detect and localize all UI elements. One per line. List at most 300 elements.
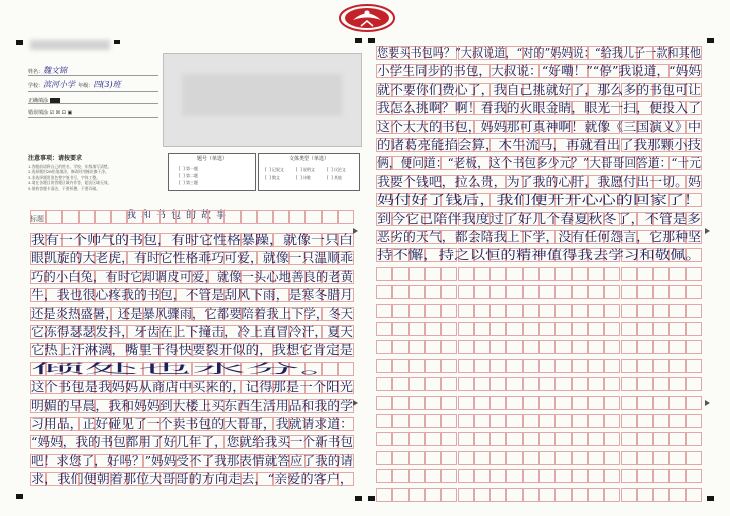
grid-cell xyxy=(653,377,669,391)
essay-line: 恶劣的天气，都会陪我上下学，没有任何怨言，它那种坚 xyxy=(377,229,701,244)
grid-cell xyxy=(458,451,474,465)
barcode-area xyxy=(163,53,362,147)
choice-title: 文体类型（单选） xyxy=(288,156,329,162)
grid-cell xyxy=(523,469,539,483)
grid-cell xyxy=(669,396,685,410)
grid-cell xyxy=(322,210,338,224)
grid-cell xyxy=(289,210,305,224)
grid-cell xyxy=(490,377,506,391)
grid-cell xyxy=(425,451,441,465)
blurred-header xyxy=(30,40,110,50)
grid-cell xyxy=(376,322,392,336)
grid-cell xyxy=(523,285,539,299)
grid-cell xyxy=(392,414,408,428)
grid-cell xyxy=(392,304,408,318)
grid-cell xyxy=(458,377,474,391)
school-emblem-icon xyxy=(339,4,395,32)
grid-cell xyxy=(409,451,425,465)
grid-cell xyxy=(555,377,571,391)
grid-cell xyxy=(621,396,637,410)
choice-title: 题号（单选） xyxy=(196,156,227,162)
timing-mark xyxy=(16,40,23,45)
grid-cell xyxy=(392,285,408,299)
grid-cell xyxy=(572,432,588,446)
grid-cell xyxy=(62,210,78,224)
grid-cell xyxy=(392,451,408,465)
grid-cell xyxy=(588,488,604,502)
grid-cell xyxy=(409,469,425,483)
choice-option[interactable]: [ ] 说明文 xyxy=(296,167,315,172)
grid-cell xyxy=(539,414,555,428)
grid-cell xyxy=(409,396,425,410)
question-number-box xyxy=(168,153,256,191)
grid-cell xyxy=(376,285,392,299)
grid-cell xyxy=(555,285,571,299)
grid-cell xyxy=(621,432,637,446)
grid-cell xyxy=(392,396,408,410)
grid-cell xyxy=(686,340,702,354)
grid-cell xyxy=(604,488,620,502)
notice-section xyxy=(28,153,160,209)
grid-cell xyxy=(572,267,588,281)
grid-cell xyxy=(46,210,62,224)
grid-cell xyxy=(392,432,408,446)
grid-cell xyxy=(572,340,588,354)
essay-title-label: 标题： xyxy=(30,215,51,223)
grid-cell xyxy=(523,359,539,373)
timing-mark xyxy=(707,38,714,43)
grid-cell xyxy=(637,322,653,336)
grid-cell xyxy=(376,340,392,354)
grid-cell xyxy=(669,414,685,428)
essay-line: 我要个钱吧，拉么贵，为了我的心肝，我愿付出一切。妈 xyxy=(377,173,701,189)
grid-cell xyxy=(637,469,653,483)
grid-cell xyxy=(441,285,457,299)
notice-line: 1.答题前请将自己的姓名、学校、年级填写清楚。 xyxy=(28,164,112,169)
grid-cell xyxy=(686,432,702,446)
essay-line: 小学生同步的书包，大叔说：“好嘞！”“停”我说道，“妈妈 xyxy=(377,63,701,79)
grid-cell xyxy=(127,210,143,224)
grid-cell xyxy=(637,340,653,354)
grid-cell xyxy=(669,432,685,446)
choice-option[interactable]: [ ] 第一题 xyxy=(179,166,198,171)
grid-cell xyxy=(572,377,588,391)
grid-cell xyxy=(686,469,702,483)
grid-cell xyxy=(458,488,474,502)
grid-cell xyxy=(506,414,522,428)
grid-cell xyxy=(458,469,474,483)
notice-line: 2.选择题用2B铅笔填涂，修改时用橡皮擦干净。 xyxy=(28,169,109,175)
grid-cell xyxy=(506,322,522,336)
grid-cell xyxy=(490,432,506,446)
grid-cell xyxy=(621,377,637,391)
grid-cell xyxy=(621,322,637,336)
grid-cell xyxy=(474,432,490,446)
grid-cell xyxy=(653,359,669,373)
grid-cell xyxy=(241,210,257,224)
grid-cell xyxy=(490,359,506,373)
grid-cell xyxy=(637,414,653,428)
grid-cell xyxy=(588,304,604,318)
grid-cell xyxy=(490,396,506,410)
grid-cell xyxy=(653,451,669,465)
grid-cell xyxy=(686,267,702,281)
grid-cell xyxy=(555,359,571,373)
grid-cell xyxy=(539,267,555,281)
grid-cell xyxy=(669,322,685,336)
grid-cell xyxy=(376,396,392,410)
grid-cell xyxy=(621,285,637,299)
grid-cell xyxy=(669,469,685,483)
choice-option[interactable]: [ ] 记叙文 xyxy=(265,167,284,172)
grid-cell xyxy=(409,285,425,299)
grid-cell xyxy=(669,359,685,373)
grid-cell xyxy=(621,469,637,483)
grid-cell xyxy=(441,377,457,391)
grid-cell xyxy=(409,414,425,428)
grid-cell xyxy=(441,396,457,410)
grid-cell xyxy=(555,304,571,318)
grid-cell xyxy=(588,340,604,354)
grid-cell xyxy=(555,396,571,410)
grid-cell xyxy=(604,469,620,483)
grid-cell xyxy=(653,322,669,336)
grid-cell xyxy=(208,210,224,224)
grid-cell xyxy=(474,322,490,336)
grid-cell xyxy=(441,340,457,354)
wrong-fill-samples-icon: ☑ ☒ ⊡ ▣ xyxy=(49,110,73,116)
grid-cell xyxy=(458,304,474,318)
choice-option[interactable]: [ ] 第二题 xyxy=(179,173,198,178)
grid-cell xyxy=(376,414,392,428)
genre-box xyxy=(258,153,360,191)
grid-cell xyxy=(621,451,637,465)
essay-line: 倾处也水分。 xyxy=(31,360,353,376)
grid-cell xyxy=(474,396,490,410)
essay-line: 巧的小白兔，有时它却调皮可爱，就像一头心地善良的老黄 xyxy=(31,268,353,284)
grid-cell xyxy=(95,210,111,224)
grid-cell xyxy=(523,488,539,502)
grid-cell xyxy=(637,396,653,410)
essay-line: 我怎么挑啊？啊！看我的火眼金睛，眼光一扫，便投入了 xyxy=(377,100,701,116)
grid-cell xyxy=(490,488,506,502)
grid-cell xyxy=(474,304,490,318)
grid-cell xyxy=(392,267,408,281)
grid-cell xyxy=(653,340,669,354)
name-label: 姓名 xyxy=(28,69,39,75)
grid-cell xyxy=(392,340,408,354)
grid-cell xyxy=(474,451,490,465)
grid-cell xyxy=(686,322,702,336)
choice-option[interactable]: [ ] 其他 xyxy=(327,175,342,180)
grid-cell xyxy=(539,469,555,483)
grid-cell xyxy=(523,396,539,410)
essay-line: 这个书包是我妈妈从商店中买来的，记得那是一个阳光 xyxy=(31,379,353,395)
grid-cell xyxy=(621,488,637,502)
grid-cell xyxy=(637,377,653,391)
choice-option[interactable]: [ ] 诗歌 xyxy=(296,175,311,180)
grid-cell xyxy=(653,432,669,446)
grid-cell xyxy=(409,340,425,354)
grid-cell xyxy=(490,340,506,354)
notice-line: 5.保持答题卡清洁，不要折叠、不要弄破。 xyxy=(28,185,100,191)
essay-line: 它冻得瑟瑟发抖，牙齿在上下撞击，冷上直冒冷汗，夏天 xyxy=(31,324,354,339)
grid-cell xyxy=(539,451,555,465)
grid-cell xyxy=(143,210,159,224)
grid-cell xyxy=(376,377,392,391)
grid-cell xyxy=(392,377,408,391)
grid-cell xyxy=(474,488,490,502)
grid-cell xyxy=(686,359,702,373)
grid-cell xyxy=(474,267,490,281)
grid-cell xyxy=(686,451,702,465)
fill-incorrect-label: 错误填涂 xyxy=(28,110,49,116)
grid-cell xyxy=(621,359,637,373)
grid-cell xyxy=(588,322,604,336)
grid-cell xyxy=(572,469,588,483)
grid-cell xyxy=(376,267,392,281)
grid-cell xyxy=(474,414,490,428)
timing-mark xyxy=(114,40,120,44)
grid-cell xyxy=(523,414,539,428)
grid-cell xyxy=(409,322,425,336)
grid-cell xyxy=(669,377,685,391)
grid-cell xyxy=(474,340,490,354)
essay-line: 眼凯旋的大老虎，有时它性格乖巧可爱，就像一只温顺乖 xyxy=(31,250,354,266)
essay-line: 持不懈，持之以恒的精神值得我去学习和敬佩。 xyxy=(377,247,701,263)
grid-cell xyxy=(555,322,571,336)
grid-cell xyxy=(621,267,637,281)
grid-cell xyxy=(637,304,653,318)
grid-cell xyxy=(490,414,506,428)
grid-cell xyxy=(686,414,702,428)
grid-cell xyxy=(409,267,425,281)
grid-cell xyxy=(572,304,588,318)
grid-cell xyxy=(474,469,490,483)
grid-cell xyxy=(490,304,506,318)
grid-cell xyxy=(490,322,506,336)
grid-cell xyxy=(604,451,620,465)
grid-cell xyxy=(539,396,555,410)
grid-cell xyxy=(425,304,441,318)
grid-cell xyxy=(273,210,289,224)
grid-cell xyxy=(539,340,555,354)
grid-cell xyxy=(555,488,571,502)
grid-cell xyxy=(441,359,457,373)
grid-cell xyxy=(572,285,588,299)
essay-line: 吧！求您了，好吗？”妈妈受不了我那表情就答应了我的请 xyxy=(31,452,353,468)
grid-cell xyxy=(637,451,653,465)
grid-cell xyxy=(523,340,539,354)
grid-cell xyxy=(539,285,555,299)
grid-cell xyxy=(506,451,522,465)
grid-cell xyxy=(539,432,555,446)
grid-cell xyxy=(588,267,604,281)
grid-cell xyxy=(555,340,571,354)
grid-cell xyxy=(669,267,685,281)
row-marker-icon xyxy=(705,400,710,406)
grid-cell xyxy=(392,488,408,502)
grid-cell xyxy=(604,285,620,299)
grid-cell xyxy=(669,340,685,354)
grid-cell xyxy=(539,304,555,318)
grid-cell xyxy=(409,359,425,373)
choice-option[interactable]: [ ] 第三题 xyxy=(179,180,198,185)
grid-cell xyxy=(392,359,408,373)
grid-cell xyxy=(539,322,555,336)
essay-line: 求，我们便朝着那位大哥哥的方向走去，“亲爱的客户， xyxy=(31,471,353,487)
grid-cell xyxy=(669,488,685,502)
grid-cell xyxy=(637,488,653,502)
grid-cell xyxy=(506,340,522,354)
grid-cell xyxy=(441,432,457,446)
school-value: 滨河小学 xyxy=(43,80,76,89)
grid-cell xyxy=(224,210,240,224)
essay-title: 我和书包的故事 xyxy=(126,210,231,221)
timing-mark xyxy=(355,38,362,43)
timing-mark xyxy=(16,494,23,499)
grid-cell xyxy=(555,432,571,446)
grid-cell xyxy=(458,432,474,446)
grid-cell xyxy=(458,359,474,373)
essay-line: 它热上汗淋漓，嘴里干得快要裂开似的，我想它肯定是 xyxy=(31,342,353,358)
grid-cell xyxy=(621,304,637,318)
grid-cell xyxy=(490,451,506,465)
essay-line: 习用品，正好碰见了一个卖书包的大哥哥，我就请求道： xyxy=(31,416,354,431)
grid-cell xyxy=(490,267,506,281)
grid-cell xyxy=(111,210,127,224)
grid-cell xyxy=(555,451,571,465)
grid-cell xyxy=(669,285,685,299)
grid-cell xyxy=(653,488,669,502)
essay-line: 的诸葛亮能掐会算，木牛流马，再就看出了我那颗小技 xyxy=(377,137,701,152)
grid-cell xyxy=(653,304,669,318)
grid-cell xyxy=(588,469,604,483)
grid-cell xyxy=(441,488,457,502)
grid-cell xyxy=(441,322,457,336)
grid-cell xyxy=(506,377,522,391)
grid-cell xyxy=(506,488,522,502)
choice-option[interactable]: [ ] 议论文 xyxy=(327,167,346,172)
grid-cell xyxy=(588,414,604,428)
grid-cell xyxy=(458,396,474,410)
grid-cell xyxy=(523,322,539,336)
grid-cell xyxy=(425,359,441,373)
grid-cell xyxy=(425,469,441,483)
grid-cell xyxy=(588,285,604,299)
grid-cell xyxy=(637,285,653,299)
grid-cell xyxy=(376,469,392,483)
grid-cell xyxy=(588,359,604,373)
essay-line: 这个大大的书包，妈妈那可真神啊！就像《三国演义》中 xyxy=(377,118,701,134)
timing-mark xyxy=(355,496,362,501)
grid-cell xyxy=(686,304,702,318)
grid-cell xyxy=(474,377,490,391)
grid-cell xyxy=(604,396,620,410)
grid-cell xyxy=(506,432,522,446)
grid-cell xyxy=(539,488,555,502)
grade-value: 四(3)班 xyxy=(93,80,121,89)
grid-cell xyxy=(458,322,474,336)
grid-cell xyxy=(338,210,354,224)
grid-cell xyxy=(572,414,588,428)
grid-cell xyxy=(409,432,425,446)
grid-cell xyxy=(474,359,490,373)
grid-cell xyxy=(669,451,685,465)
choice-option[interactable]: [ ] 散文 xyxy=(265,175,280,180)
grid-cell xyxy=(523,451,539,465)
row-marker-icon xyxy=(353,400,358,406)
grid-cell xyxy=(621,340,637,354)
timing-mark xyxy=(368,38,375,43)
grid-cell xyxy=(425,432,441,446)
grid-cell xyxy=(441,451,457,465)
grade-label: 年级 xyxy=(78,83,89,89)
row-marker-icon xyxy=(353,228,358,234)
grid-cell xyxy=(669,304,685,318)
grid-cell xyxy=(604,267,620,281)
grid-cell xyxy=(409,304,425,318)
grid-cell xyxy=(653,285,669,299)
grid-cell xyxy=(30,210,46,224)
grid-cell xyxy=(376,432,392,446)
grid-cell xyxy=(539,359,555,373)
essay-line: “妈妈，我的书包都用了好几年了，您就给我买一个新书包 xyxy=(31,434,353,450)
essay-line: 牛，我也很心疼我的书包，不管是刮风下雨，是寒冬腊月 xyxy=(31,287,354,303)
grid-cell xyxy=(572,359,588,373)
grid-cell xyxy=(257,210,273,224)
grid-cell xyxy=(637,359,653,373)
grid-cell xyxy=(425,340,441,354)
grid-cell xyxy=(409,488,425,502)
grid-cell xyxy=(425,267,441,281)
grid-cell xyxy=(555,469,571,483)
notice-title: 注意事项：请按要求 xyxy=(28,155,83,162)
grid-cell xyxy=(305,210,321,224)
grid-cell xyxy=(425,377,441,391)
grid-cell xyxy=(79,210,95,224)
grid-cell xyxy=(441,267,457,281)
grid-cell xyxy=(506,304,522,318)
row-marker-icon xyxy=(705,228,710,234)
essay-line: 明媚的早晨，我和妈妈到大楼上买东西生活用品和我的学 xyxy=(31,397,354,413)
grid-cell xyxy=(376,451,392,465)
grid-cell xyxy=(458,267,474,281)
grid-cell xyxy=(637,267,653,281)
school-label: 学校 xyxy=(28,83,39,89)
grid-cell xyxy=(588,432,604,446)
fill-correct-label: 正确填涂 xyxy=(28,98,49,104)
grid-cell xyxy=(441,469,457,483)
student-info-section: 姓名：魏文锦 学校：滨河小学 年级：四(3)班 正确填涂 错误填涂 ☑ ☒ ⊡ ▣ xyxy=(28,53,160,151)
grid-cell xyxy=(555,267,571,281)
grid-cell xyxy=(176,210,192,224)
grid-cell xyxy=(160,210,176,224)
grid-cell xyxy=(425,285,441,299)
grid-cell xyxy=(653,267,669,281)
essay-line: 还是炎热盛暑，还是暴风骤雨，它都要陪着我上下学，冬天 xyxy=(31,305,353,321)
grid-cell xyxy=(604,340,620,354)
grid-cell xyxy=(653,414,669,428)
grid-cell xyxy=(604,359,620,373)
essay-line: 到今它已陪伴我度过了好几个春夏秋冬了，不管是多 xyxy=(377,210,701,226)
grid-cell xyxy=(686,396,702,410)
grid-cell xyxy=(523,267,539,281)
grid-cell xyxy=(604,377,620,391)
grid-cell xyxy=(572,396,588,410)
grid-cell xyxy=(686,488,702,502)
grid-cell xyxy=(376,488,392,502)
